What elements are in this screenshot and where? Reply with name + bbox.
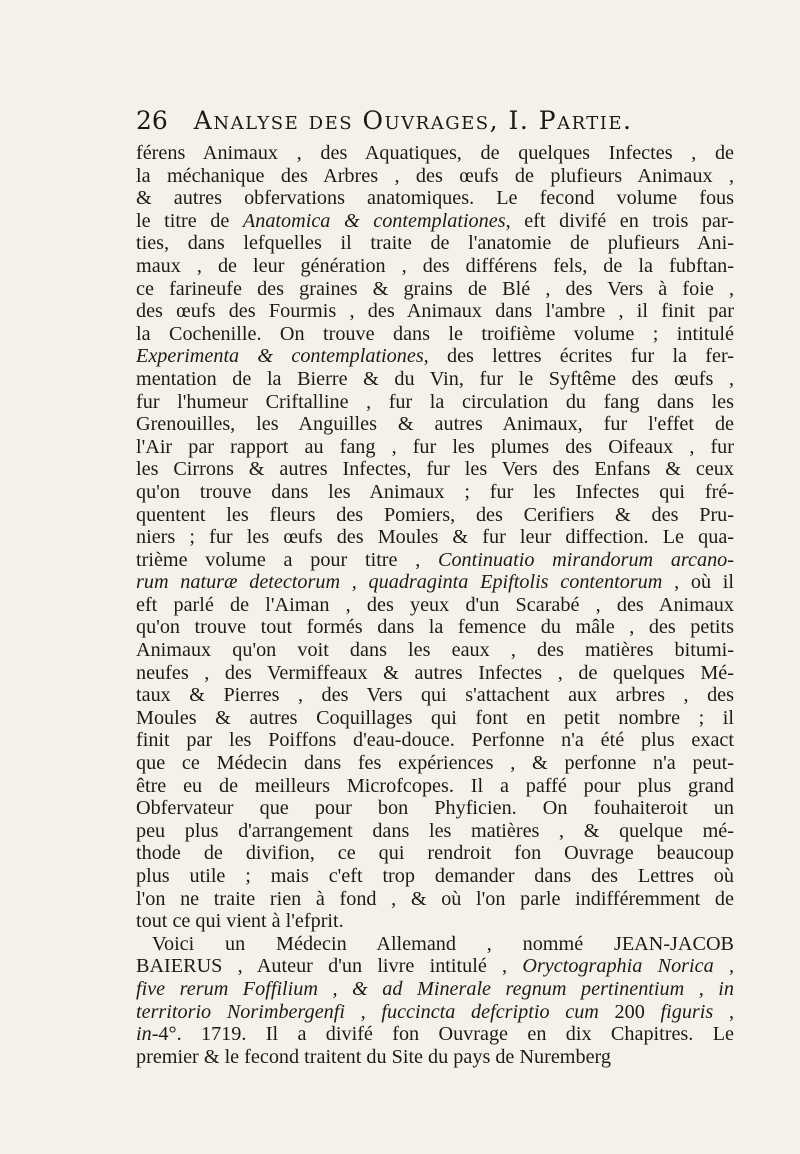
text-segment: 200 (598, 1000, 661, 1023)
text-line: des œufs des Fourmis , des Animaux dans l'ambre , il finit par (136, 300, 734, 323)
text-line: neufes , des Vermiffeaux & autres Infectes , de quelques Mé- (136, 661, 734, 684)
running-title: Analyse des Ouvrages, I. Partie. (193, 106, 633, 135)
text-line: niers ; fur les œufs des Moules & fur leur diffection. Le qua- (136, 526, 734, 549)
text-line: mentation de la Bierre & du Vin, fur le Syftême des œufs , (136, 367, 734, 390)
text-line: taux & Pierres , des Vers qui s'attachent aux arbres , des (136, 684, 734, 707)
text-segment: BAIERUS , Auteur d'un livre intitulé , (136, 955, 523, 978)
text-line: les Cirrons & autres Infectes, fur les Vers des Enfans & ceux (136, 458, 734, 481)
text-line (136, 345, 734, 368)
text-line: qu'on trouve tout formés dans la femence du mâle , des petits (136, 616, 734, 639)
italic-title-segment: territorio Norimbergenfi , fuccincta defcriptio cum (136, 1000, 599, 1023)
text-line: Moules & autres Coquillages qui font en petit nombre ; il (136, 706, 734, 729)
text-line: Animaux qu'on voit dans les eaux , des matières bitumi- (136, 639, 734, 662)
text-line: être eu de meilleurs Microfcopes. Il a paffé pour plus grand (136, 774, 734, 797)
text-line: finit par les Poiffons d'eau-douce. Perfonne n'a été plus exact (136, 729, 734, 752)
text-segment: trième volume a pour titre , (136, 548, 438, 571)
text-line: quentent les fleurs des Pomiers, des Cerifiers & des Pru- (136, 503, 734, 526)
text-line: Grenouilles, les Anguilles & autres Animaux, fur l'effet de (136, 413, 734, 436)
text-line (136, 1001, 734, 1024)
text-segment: , eft divifé en trois par- (505, 209, 734, 232)
italic-title-segment: Anatomica & contemplationes (242, 209, 506, 232)
text-line: l'Air par rapport au fang , fur les plumes des Oifeaux , fur (136, 435, 734, 458)
text-line: Obfervateur que pour bon Phyficien. On fouhaiteroit un (136, 797, 734, 820)
text-line (136, 978, 734, 1001)
text-line: fur l'humeur Criftalline , fur la circulation du fang dans les (136, 390, 734, 413)
text-segment: , (713, 1000, 734, 1023)
text-line: maux , de leur génération , des différens fels, de la fubftan- (136, 254, 734, 277)
text-segment: , des lettres écrites fur la fer- (423, 345, 734, 368)
text-line: peu plus d'arrangement dans les matières , & quelque mé- (136, 819, 734, 842)
text-line: & autres obfervations anatomiques. Le fecond volume fous (136, 187, 734, 210)
text-line: que ce Médecin dans fes expériences , & perfonne n'a peut- (136, 752, 734, 775)
text-line (136, 210, 734, 233)
text-segment: , où il (662, 571, 734, 594)
text-line: Voici un Médecin Allemand , nommé JEAN-JACOB (152, 932, 734, 955)
text-line: férens Animaux , des Aquatiques, de quelques Infectes , de (136, 142, 734, 164)
running-header (136, 106, 736, 136)
page-number: 26 (136, 106, 168, 135)
text-line (136, 955, 734, 978)
italic-title-segment: Continuatio mirandorum arcano- (437, 548, 734, 571)
text-line: tout ce qui vient à l'efprit. (136, 910, 344, 933)
body-text (136, 142, 734, 1068)
italic-title-segment: figuris (660, 1000, 714, 1023)
text-line: la méchanique des Arbres , des œufs de plufieurs Animaux , (136, 164, 734, 187)
italic-title-segment: five rerum Foffilium , & ad Minerale regnum pertinentium , in (136, 977, 734, 1000)
text-line: ties, dans lefquelles il traite de l'anatomie de plufieurs Ani- (136, 232, 734, 255)
italic-title-segment: Experimenta & contemplationes (136, 345, 424, 368)
italic-title-segment: in (136, 1023, 152, 1046)
text-line: plus utile ; mais c'eft trop demander dans des Lettres où (136, 865, 734, 887)
text-line: qu'on trouve dans les Animaux ; fur les Infectes qui fré- (136, 480, 734, 503)
text-line: l'on ne traite rien à fond , & où l'on parle indifféremment de (136, 887, 734, 910)
text-line: ce farineufe des graines & grains de Blé , des Vers à foie , (136, 277, 734, 300)
text-line (136, 571, 734, 594)
text-line: premier & le fecond traitent du Site du pays de Nuremberg (136, 1045, 612, 1068)
text-line (136, 1023, 734, 1046)
text-line: eft parlé de l'Aiman , des yeux d'un Scarabé , des Animaux (136, 593, 734, 616)
text-segment: -4°. 1719. Il a divifé fon Ouvrage en dix Chapitres. Le (151, 1023, 734, 1046)
text-line: thode de divifion, ce qui rendroit fon Ouvrage beaucoup (136, 842, 734, 865)
text-line: la Cochenille. On trouve dans le troifième volume ; intitulé (136, 322, 734, 345)
text-line (136, 549, 734, 572)
text-segment: le titre de (136, 209, 243, 232)
italic-title-segment: rum naturæ detectorum , quadraginta Epiftolis contentorum (136, 571, 663, 594)
italic-title-segment: Oryctographia Norica , (522, 955, 734, 978)
